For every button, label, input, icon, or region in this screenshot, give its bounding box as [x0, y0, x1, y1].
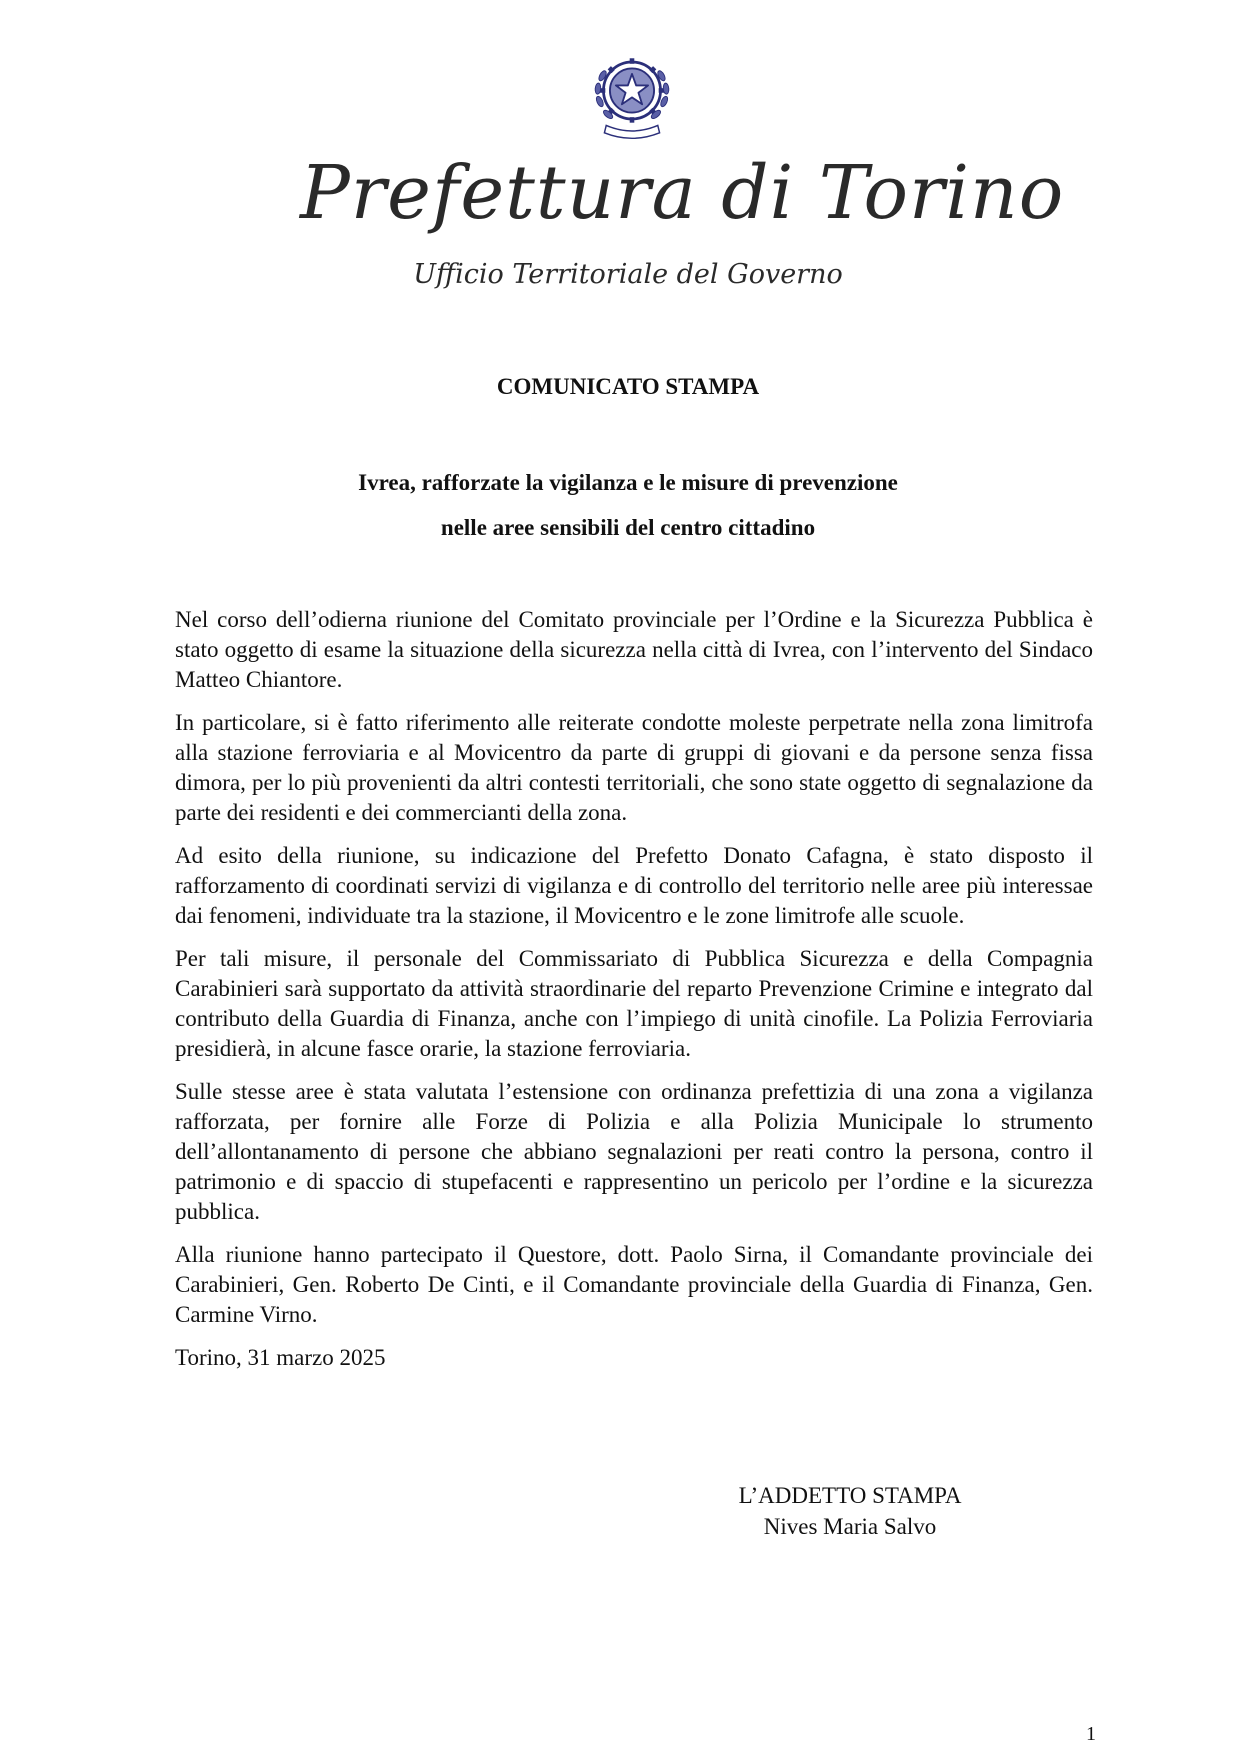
signature-block — [700, 1480, 1000, 1542]
document-type: COMUNICATO STAMPA — [496, 374, 760, 399]
paragraph: In particolare, si è fatto riferimento alle reiterate condotte moleste perpetrate nella zona limitrofa alla stazione ferroviaria e al Movicentro da parte di gruppi di giovani e da persone senza fissa dimora, per lo più provenienti da altri contesti territoriali, che sono state oggetto di segnalazione da parte dei residenti e dei commercianti della zona. — [175, 710, 1093, 825]
signature-name: Nives Maria Salvo — [763, 1514, 937, 1539]
paragraph: Sulle stesse aree è stata valutata l’estensione con ordinanza prefettizia di una zona a vigilanza rafforzata, per fornire alle Forze di Polizia e alla Polizia Municipale lo strumento dell’allontanamento di persone che abbiano segnalazioni per reati contro la persona, contro il patrimonio e di spaccio di stupefacenti e rappresentino un pericolo per l’ordine e la sicurezza pubblica. — [175, 1079, 1093, 1224]
paragraph: Per tali misure, il personale del Commissariato di Pubblica Sicurezza e della Compagnia Carabinieri sarà supportato da attività straordinarie del reparto Prevenzione Crimine e integrato dal contributo della Guardia di Finanza, anche con l’impiego di unità cinofile. La Polizia Ferroviaria presidierà, in alcune fasce orarie, la stazione ferroviaria. — [175, 946, 1093, 1061]
headline-line-1: Ivrea, rafforzate la vigilanza e le misure di prevenzione — [358, 470, 898, 495]
paragraph: Alla riunione hanno partecipato il Questore, dott. Paolo Sirna, il Comandante provinciale dei Carabinieri, Gen. Roberto De Cinti, e il Comandante provinciale della Guardia di Finanza, Gen. Carmine Virno. — [175, 1242, 1093, 1327]
italian-republic-emblem-icon — [586, 48, 678, 144]
paragraph: Ad esito della riunione, su indicazione del Prefetto Donato Cafagna, è stato disposto il rafforzamento di coordinati servizi di vigilanza e di controllo del territorio nelle aree più interessae dai fenomeni, individuate tra la stazione, il Movicentro e le zone limitrofe alle scuole. — [175, 843, 1093, 928]
place-date: Torino, 31 marzo 2025 — [175, 1345, 386, 1370]
signature-role: L’ADDETTO STAMPA — [738, 1483, 962, 1508]
office-name: Prefettura di Torino — [300, 150, 1065, 236]
headline-line-2: nelle aree sensibili del centro cittadino — [440, 515, 816, 540]
paragraph: Nel corso dell’odierna riunione del Comitato provinciale per l’Ordine e la Sicurezza Pubblica è stato oggetto di esame la situazione della sicurezza nella città di Ivrea, con l’intervento del Sindaco Matteo Chiantore. — [175, 607, 1093, 692]
page-number: 1 — [1086, 1723, 1096, 1745]
office-subtitle: Ufficio Territoriale del Governo — [413, 259, 843, 290]
body-text — [175, 605, 1093, 1386]
